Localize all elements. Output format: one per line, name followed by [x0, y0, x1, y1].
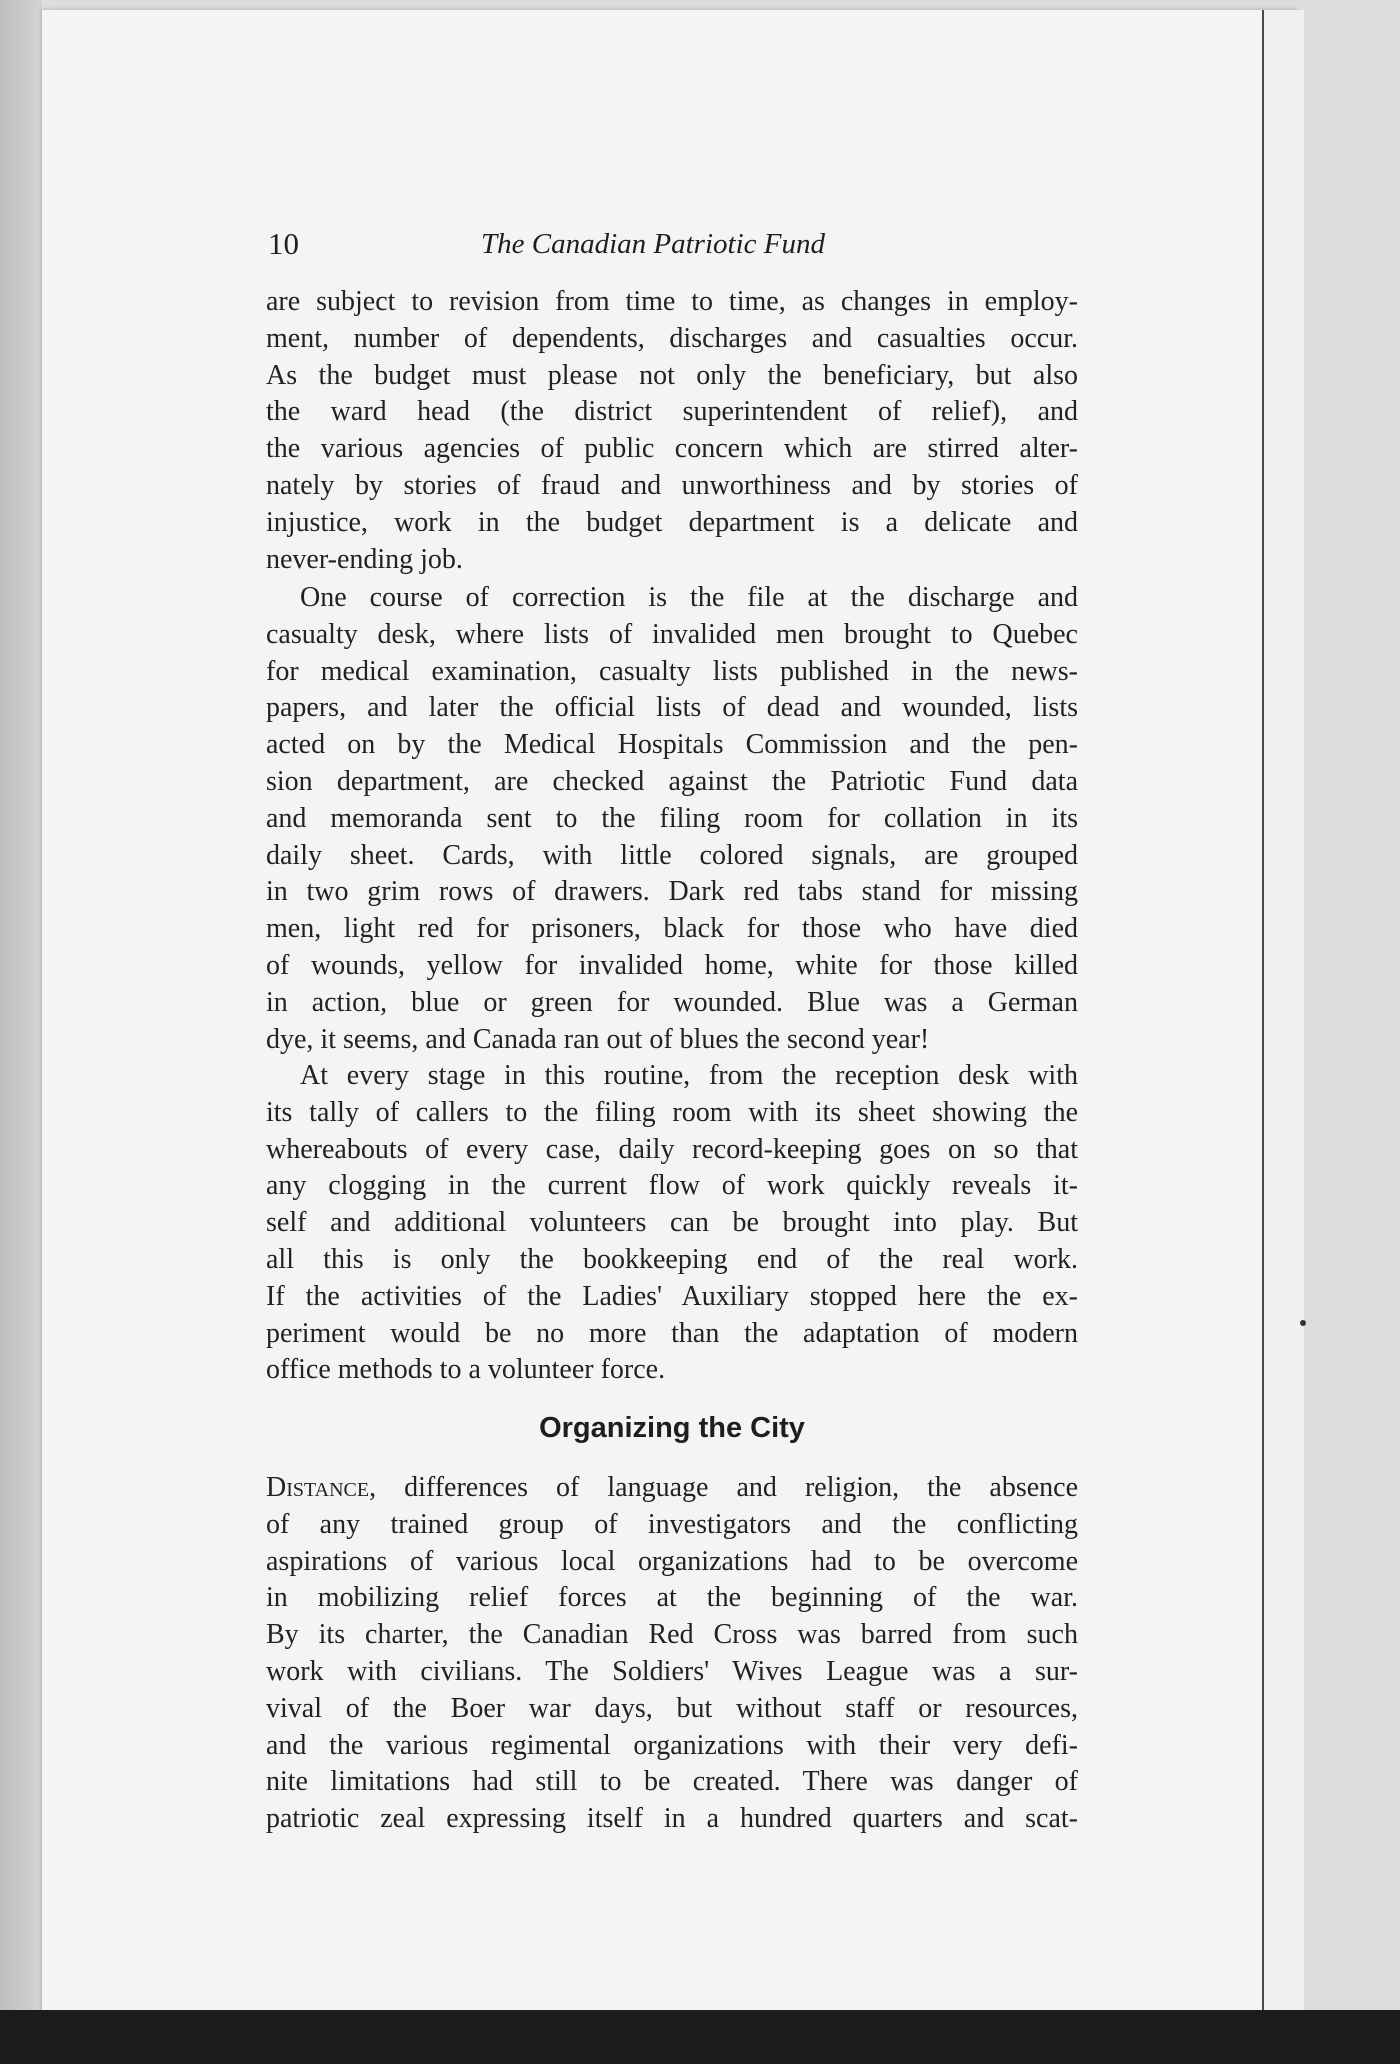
text-line: of any trained group of investigators and the conflicting — [266, 1508, 1078, 1540]
text-line: At every stage in this routine, from the reception desk with — [300, 1060, 1078, 1091]
text-line: of wounds, yellow for invalided home, white for those killed — [266, 949, 1078, 981]
text-line: nately by stories of fraud and unworthiness and by stories of — [266, 469, 1078, 501]
running-title: The Canadian Patriotic Fund — [481, 228, 825, 260]
text-line: vival of the Boer war days, but without staff or resources, — [266, 1692, 1078, 1724]
next-page-edge — [1262, 10, 1304, 2010]
paragraph-discharge-casualty-desk — [266, 580, 1078, 1058]
text-line: If the activities of the Ladies' Auxiliary stopped here the ex- — [266, 1280, 1078, 1312]
text-line: and the various regimental organizations with their very defi- — [266, 1729, 1078, 1761]
scan-bottom-border — [0, 2010, 1400, 2064]
text-line: aspirations of various local organizations had to be overcome — [266, 1545, 1078, 1577]
text-line: whereabouts of every case, daily record-keeping goes on so that — [266, 1133, 1078, 1165]
text-line: for medical examination, casualty lists published in the news- — [266, 655, 1078, 687]
text-line: acted on by the Medical Hospitals Commission and the pen- — [266, 729, 1078, 761]
text-line: any clogging in the current flow of work quickly reveals it- — [266, 1170, 1078, 1202]
scan-speck — [1300, 1320, 1306, 1326]
text-line: By its charter, the Canadian Red Cross was barred from such — [266, 1619, 1078, 1651]
text-line: are subject to revision from time to time, as changes in employ- — [266, 286, 1078, 317]
section-heading: Organizing the City — [539, 1412, 805, 1444]
paragraph-budget-revision — [266, 284, 1078, 578]
text-line: in mobilizing relief forces at the beginning of the war. — [266, 1582, 1078, 1614]
text-line-rest: , differences of language and religion, the absence — [369, 1472, 1078, 1503]
text-line: patriotic zeal expressing itself in a hundred quarters and scat- — [266, 1803, 1078, 1835]
page-header — [268, 226, 1078, 274]
scan-left-margin — [0, 0, 42, 2064]
text-line: never-ending job. — [266, 543, 463, 575]
text-line: nite limitations had still to be created. There was danger of — [266, 1766, 1078, 1798]
text-line: office methods to a volunteer force. — [266, 1354, 666, 1386]
text-line: daily sheet. Cards, with little colored signals, are grouped — [266, 839, 1078, 871]
text-line: and memoranda sent to the filing room for collation in its — [266, 802, 1078, 834]
page-number: 10 — [268, 226, 299, 261]
text-line: in two grim rows of drawers. Dark red tabs stand for missing — [266, 876, 1078, 908]
text-line: men, light red for prisoners, black for those who have died — [266, 913, 1078, 945]
text-line: casualty desk, where lists of invalided men brought to Quebec — [266, 618, 1078, 650]
text-line: As the budget must please not only the beneficiary, but also — [266, 359, 1078, 391]
text-line: papers, and later the official lists of dead and wounded, lists — [266, 692, 1078, 724]
text-line: all this is only the bookkeeping end of the real work. — [266, 1243, 1078, 1275]
text-line: One course of correction is the file at the discharge and — [300, 582, 1078, 613]
text-line: ment, number of dependents, discharges and casualties occur. — [266, 322, 1078, 354]
text-line: its tally of callers to the filing room with its sheet showing the — [266, 1096, 1078, 1128]
lead-word-smallcaps: Distance — [266, 1472, 370, 1503]
paragraph-record-keeping — [266, 1058, 1078, 1389]
text-line — [266, 1470, 1078, 1507]
text-line: self and additional volunteers can be brought into play. But — [266, 1207, 1078, 1239]
text-line: in action, blue or green for wounded. Blue was a German — [266, 986, 1078, 1018]
text-line: injustice, work in the budget department is a delicate and — [266, 506, 1078, 538]
text-line: dye, it seems, and Canada ran out of blues the second year! — [266, 1023, 930, 1055]
text-line: work with civilians. The Soldiers' Wives League was a sur- — [266, 1655, 1078, 1687]
text-line: the ward head (the district superintendent of relief), and — [266, 396, 1078, 428]
text-line: periment would be no more than the adaptation of modern — [266, 1317, 1078, 1349]
text-line: the various agencies of public concern which are stirred alter- — [266, 433, 1078, 465]
paragraph-organizing-city — [266, 1470, 1078, 1838]
text-line: sion department, are checked against the Patriotic Fund data — [266, 765, 1078, 797]
